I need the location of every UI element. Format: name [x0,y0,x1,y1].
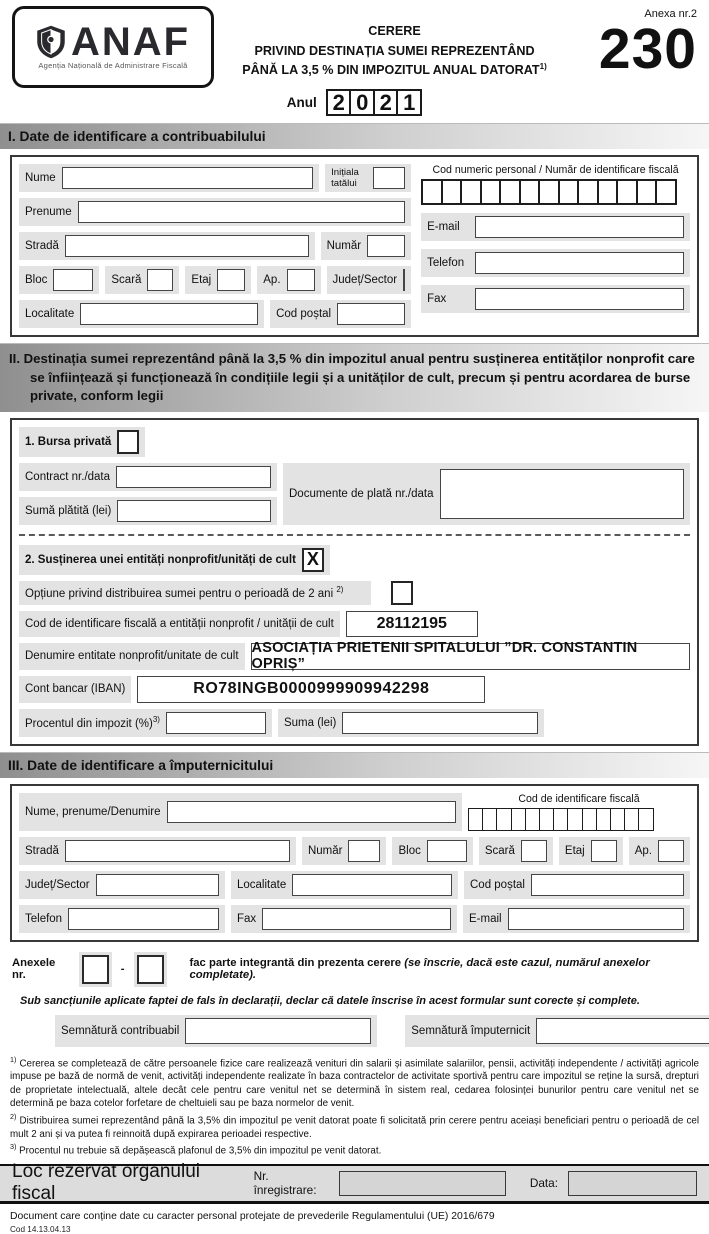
year-digit-box[interactable]: 0 [349,89,375,116]
iban-label: Cont bancar (IBAN) [25,683,126,696]
strada-label: Stradă [25,240,59,253]
judet-field [327,266,412,294]
form-code: Cod 14.13.04.13 [10,1224,71,1234]
fax-input[interactable] [475,288,684,310]
bursa-checkbox[interactable] [117,430,139,454]
form-title-line2: PRIVIND DESTINAȚIA SUMEI REPREZENTÂND [254,43,535,58]
fax-field [421,285,690,313]
code-cell[interactable] [638,808,654,831]
procent-input[interactable] [166,712,266,734]
footnote-2: $^{2)}$ Distribuirea sumei reprezentând până la 3,5% din impozitul pe venit datorat poate fi solicitată prin cerere pentru aceiași beneficiari pentru o perioadă de cel mult 2 ani și va putea fi reinnoită după expirarea perioadei respective. [10,1111,699,1140]
code-cell[interactable] [480,179,502,205]
section1-header: I. Date de identificare a contribuabilului [0,123,709,149]
localitate-field [19,300,264,328]
code-cell[interactable] [655,179,677,205]
email-label: E-mail [427,221,460,233]
cif-entitate-input[interactable]: 28112195 [346,611,478,637]
suma-lei-input[interactable] [342,712,538,734]
imputernicit-email-input[interactable] [508,908,684,930]
footnote-ref-3: 3) [152,715,160,725]
semnatura-imputernicit-field [405,1015,709,1047]
code-cell[interactable] [499,179,521,205]
contract-label: Contract nr./data [25,470,111,483]
nume-field [19,164,319,192]
footnote-ref-1: 1) [539,62,547,72]
code-cell[interactable] [577,179,599,205]
initiala-field [325,164,411,192]
scara-input[interactable] [147,269,173,291]
etaj-input[interactable] [217,269,245,291]
telefon-input[interactable] [475,252,684,274]
imputernicit-nume-input[interactable] [167,801,456,823]
imputernicit-bloc-input[interactable] [427,840,467,862]
imputernicit-scara-input[interactable] [521,840,547,862]
imputernicit-strada-label: Stradă [25,844,59,857]
prenume-label: Prenume [25,206,72,219]
anexe-box2-pad [134,952,167,987]
iban-field [19,676,131,703]
code-cell[interactable] [519,179,541,205]
contract-field [19,463,277,491]
imputernicit-cif-block [468,793,690,831]
imputernicit-judet-field [19,871,225,899]
footnote-1: $^{1)}$ Cererea se completează de către persoanele fizice care realizează venituri din salarii și asimilate salariilor, pensii, activități independente / activități agricole impuse pe bază de normă de venit, activități independente realizate în baza contractelor de activitate sportivă pentru care impozitul se reține la sursă, drepturi de proprietate intelectuală, altele decât cele pentru care venitul net se determină în sistem real, cedarea folosinței bunurilor pentru care venitul net se determină pe baza cotelor forfetare de cheltuieli sau pe baza normelor de venit. [10,1054,699,1110]
initiala-label: Inițiala tatălui [331,167,359,190]
declaration-text: Sub sancțiunile aplicate faptei de fals în declarații, declar că datele înscrise în acest formular sunt corecte și complete. [20,994,640,1007]
year-label: Anul [286,95,317,110]
judet-label: Județ/Sector [332,274,398,287]
imputernicit-ap-label: Ap. [634,844,652,857]
imputernicit-telefon-input[interactable] [68,908,219,930]
imputernicit-cod-postal-input[interactable] [531,874,684,896]
imputernicit-judet-input[interactable] [96,874,219,896]
cnp-caption: Cod numeric personal / Număr de identificare fiscală [432,164,679,176]
imputernicit-ap-field [629,837,690,865]
suma-platita-input[interactable] [117,500,271,522]
imputernicit-cif-caption: Cod de identificare fiscală [518,792,640,805]
imputernicit-localitate-field [231,871,458,899]
imputernicit-strada-field [19,837,296,865]
judet-input[interactable] [403,269,405,291]
cif-entitate-field [19,611,340,637]
imputernicit-localitate-label: Localitate [237,878,287,891]
bursa-label: 1. Bursa privată [25,435,112,448]
code-cell[interactable] [616,179,638,205]
form-header [0,0,709,88]
anexe-box1[interactable] [82,955,109,984]
numar-field [321,232,412,260]
suma-platita-label: Sumă plătită (lei) [25,504,112,517]
anexe-box2[interactable] [137,955,164,984]
imputernicit-bloc-label: Bloc [398,844,421,857]
code-cell[interactable] [636,179,658,205]
imputernicit-email-label: E-mail [469,912,502,925]
imputernicit-judet-label: Județ/Sector [25,878,90,891]
footnote-3: $^{3)}$ Procentul nu trebuie să depășească plafonul de 3,5% din impozitul pe venit datorat. [10,1142,382,1157]
bursa-field [19,427,145,457]
imputernicit-scara-label: Scară [484,844,515,857]
cnp-cells [421,179,690,205]
imputernicit-telefon-field [19,905,225,933]
prenume-field [19,198,411,226]
form-title-line3: PÂNĂ LA 3,5 % DIN IMPOZITUL ANUAL DATORAT$^{1)}$ [242,62,547,78]
strada-field [19,232,315,260]
year-digit-box[interactable]: 2 [326,89,352,116]
imputernicit-telefon-label: Telefon [25,912,63,925]
optiune-field [19,581,371,605]
imputernicit-strada-input[interactable] [65,840,290,862]
bloc-label: Bloc [25,274,48,287]
imputernicit-nume-field [19,793,462,831]
contract-input[interactable] [116,466,271,488]
localitate-input[interactable] [80,303,258,325]
reserved-title: Loc rezervat organului fiscal [12,1161,200,1205]
imputernicit-scara-field [479,837,553,865]
section1-panel [10,155,699,337]
sustinere-checkbox[interactable]: X [302,548,324,572]
nume-input[interactable] [62,167,313,189]
imputernicit-etaj-field [559,837,623,865]
imputernicit-fax-input[interactable] [262,908,451,930]
footnotes [10,1055,699,1158]
section1-right-column [421,164,690,328]
localitate-label: Localitate [25,308,75,321]
optiune-checkbox[interactable] [391,581,413,605]
imputernicit-etaj-label: Etaj [564,844,585,857]
form-number: 230 [598,17,697,81]
imputernicit-email-field [463,905,690,933]
documente-input[interactable] [440,469,685,519]
gdpr-text: Document care conține date cu caracter personal protejate de prevederile Regulamentului (UE) 2016/679 [10,1210,495,1222]
imputernicit-cod-postal-field [464,871,690,899]
year-row [0,89,709,116]
initiala-input[interactable] [373,167,405,189]
section1-left-column [19,164,411,328]
fax-label: Fax [427,293,447,305]
sustinere-label: 2. Susținerea unei entități nonprofit/unități de cult [25,553,296,566]
code-cell[interactable] [421,179,443,205]
cod-postal-input[interactable] [337,303,405,325]
suma-lei-field [278,709,544,737]
anaf-logo-box [12,6,214,88]
numar-input[interactable] [367,235,405,257]
year-digit-box[interactable]: 2 [373,89,399,116]
prenume-input[interactable] [78,201,405,223]
code-cell[interactable] [460,179,482,205]
semnatura-contribuabil-field [55,1015,377,1047]
denumire-label: Denumire entitate nonprofit/unitate de cult [25,650,239,663]
section3-panel [10,784,699,942]
section2-header: II. Destinația sumei reprezentând până la 3,5 % din impozitul anual pentru susținerea entităților nonprofit care se înființează și funcționează în condițiile legii și a unităților de cult, precum și pentru acordarea de burse private, conform legii [0,343,709,411]
year-digit-boxes [326,89,423,116]
section2-panel [10,418,699,746]
suma-lei-label: Suma (lei) [283,716,337,729]
imputernicit-numar-field [302,837,387,865]
imputernicit-nume-label: Nume, prenume/Denumire [25,805,161,818]
denumire-field [19,643,245,670]
ap-label: Ap. [263,274,281,287]
sustinere-field [19,545,330,575]
cod-postal-label: Cod poștal [276,308,332,321]
anexe-row [12,952,697,987]
semnatura-imputernicit-input[interactable] [536,1018,709,1044]
code-cell[interactable] [558,179,580,205]
imputernicit-fax-label: Fax [237,912,257,925]
procent-field [19,709,272,737]
section3-header: III. Date de identificare a împuternicitului [0,752,709,778]
iban-input[interactable]: RO78INGB0000999909942298 [137,676,485,703]
footnote-ref-2: 2) [336,585,344,595]
imputernicit-fax-field [231,905,457,933]
annex-label: Anexa nr.2 [644,8,697,20]
strada-input[interactable] [65,235,309,257]
semnatura-contribuabil-input[interactable] [185,1018,371,1044]
code-cell[interactable] [441,179,463,205]
documente-field [283,463,690,525]
imputernicit-ap-input[interactable] [658,840,684,862]
scara-label: Scară [111,274,142,287]
anexe-label: Anexele nr. [12,957,56,982]
optiune-label: Opțiune privind distribuirea sumei pentru o perioadă de 2 ani $^{2)}$ [25,585,344,600]
imputernicit-cod-postal-label: Cod poștal [470,878,525,891]
anaf-subtitle: Agenția Națională de Administrare Fiscală [38,61,188,70]
imputernicit-numar-input[interactable] [348,840,380,862]
ap-field [257,266,320,294]
data-label: Data: [529,1176,559,1191]
imputernicit-etaj-input[interactable] [591,840,617,862]
code-cell[interactable] [597,179,619,205]
anaf-brand: ANAF [70,20,191,64]
imputernicit-cif-cells [468,808,690,831]
form-title-line1: CERERE [368,24,421,38]
anaf-shield-icon [36,24,66,60]
imputernicit-localitate-input[interactable] [292,874,452,896]
semnatura-contribuabil-label: Semnătură contribuabil [61,1024,180,1037]
etaj-label: Etaj [191,274,212,287]
anexe-dash: - [120,963,125,976]
telefon-field [421,249,690,277]
nr-inregistrare-label: Nr. înregistrare: [253,1169,317,1198]
semnatura-imputernicit-label: Semnătură împuternicit [411,1024,531,1037]
nume-label: Nume [25,172,56,185]
imputernicit-bloc-field [392,837,472,865]
cod-postal-field [270,300,411,328]
denumire-input[interactable]: ASOCIAȚIA PRIETENII SPITALULUI ”DR. CONSTANTIN OPRIȘ” [251,643,690,670]
bloc-field [19,266,99,294]
scara-field [105,266,179,294]
etaj-field [185,266,251,294]
telefon-label: Telefon [427,257,465,269]
email-input[interactable] [475,216,684,238]
ap-input[interactable] [287,269,315,291]
anexe-text: fac parte integrantă din prezenta cerere (se înscrie, dacă este cazul, numărul anexelor completate). [189,957,650,982]
documente-label: Documente de plată nr./data [289,487,434,500]
code-cell[interactable] [538,179,560,205]
anexe-box1-pad [79,952,112,987]
cif-entitate-label: Cod de identificare fiscală a entității nonprofit / unității de cult [25,617,334,630]
bloc-input[interactable] [53,269,93,291]
reserved-band [0,1161,709,1205]
suma-platita-field [19,497,277,525]
email-field [421,213,690,241]
numar-label: Număr [326,240,362,253]
imputernicit-numar-label: Număr [307,844,343,857]
procent-label: Procentul din impozit (%)$^{3)}$ [25,715,160,730]
year-digit-box[interactable]: 1 [396,89,422,116]
data-input[interactable] [568,1171,697,1196]
form-title [214,6,575,88]
nr-inregistrare-input[interactable] [339,1171,505,1196]
dashed-divider [19,534,690,536]
signatures-row [55,1015,697,1047]
